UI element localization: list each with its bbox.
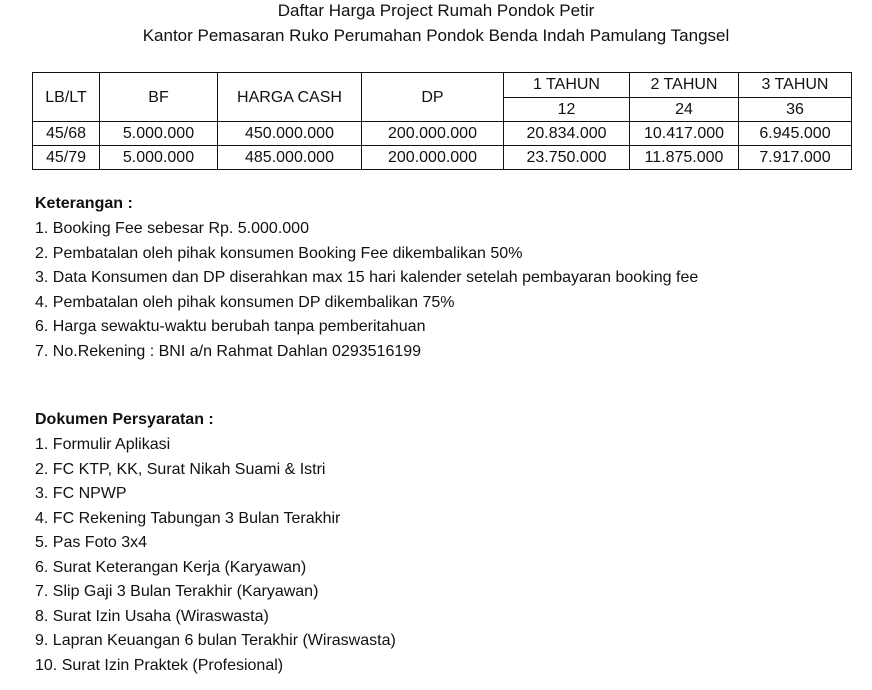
header-3-tahun: 3 TAHUN: [739, 73, 852, 98]
list-item: 9. Lapran Keuangan 6 bulan Terakhir (Wiraswasta): [35, 632, 396, 649]
list-item: 1. Booking Fee sebesar Rp. 5.000.000: [35, 220, 309, 237]
list-item: 6. Surat Keterangan Kerja (Karyawan): [35, 558, 307, 576]
list-item: 7. Slip Gaji 3 Bulan Terakhir (Karyawan): [35, 583, 319, 600]
list-item: 8. Surat Izin Usaha (Wiraswasta): [35, 607, 269, 625]
cell-harga-cash: 450.000.000: [218, 122, 362, 146]
cell-bf: 5.000.000: [100, 146, 218, 170]
list-item: 5. Pas Foto 3x4: [35, 534, 148, 551]
document-title: Daftar Harga Project Rumah Pondok Petir: [277, 1, 595, 20]
list-item: 10. Surat Izin Praktek (Profesional): [35, 656, 284, 674]
cell-3-tahun: 7.917.000: [739, 146, 852, 170]
list-item: 2. FC KTP, KK, Surat Nikah Suami & Istri: [35, 460, 326, 478]
requirements-list: [35, 434, 396, 679]
document-subtitle: Kantor Pemasaran Ruko Perumahan Pondok Benda Indah Pamulang Tangsel: [142, 26, 730, 45]
price-table: [32, 72, 852, 170]
notes-heading: Keterangan :: [35, 195, 133, 212]
cell-dp: 200.000.000: [362, 122, 504, 146]
header-36-bulan: 36: [739, 97, 852, 122]
cell-dp: 200.000.000: [362, 146, 504, 170]
header-24-bulan: 24: [630, 97, 739, 122]
header-1-tahun: 1 TAHUN: [504, 73, 630, 98]
cell-harga-cash: 485.000.000: [218, 146, 362, 170]
header-harga-cash: HARGA CASH: [218, 73, 362, 122]
cell-2-tahun: 11.875.000: [630, 146, 739, 170]
notes-list: [35, 218, 698, 365]
table-row: [33, 146, 852, 170]
requirements-heading: Dokumen Persyaratan :: [35, 411, 214, 428]
table-header-row: [33, 73, 852, 98]
notes-section: [35, 193, 698, 365]
header-bf: BF: [100, 73, 218, 122]
list-item: 2. Pembatalan oleh pihak konsumen Booking Fee dikembalikan 50%: [35, 244, 523, 262]
cell-1-tahun: 20.834.000: [504, 122, 630, 146]
cell-3-tahun: 6.945.000: [739, 122, 852, 146]
table-row: [33, 122, 852, 146]
requirements-section: [35, 409, 396, 679]
header-dp: DP: [362, 73, 504, 122]
header-12-bulan: 12: [504, 97, 630, 122]
list-item: 1. Formulir Aplikasi: [35, 436, 171, 453]
list-item: 3. Data Konsumen dan DP diserahkan max 15 hari kalender setelah pembayaran booking fee: [35, 269, 699, 286]
header-2-tahun: 2 TAHUN: [630, 73, 739, 98]
cell-bf: 5.000.000: [100, 122, 218, 146]
list-item: 4. FC Rekening Tabungan 3 Bulan Terakhir: [35, 509, 341, 527]
cell-lblt: 45/68: [33, 122, 100, 146]
list-item: 7. No.Rekening : BNI a/n Rahmat Dahlan 0293516199: [35, 342, 422, 360]
list-item: 3. FC NPWP: [35, 485, 127, 502]
cell-1-tahun: 23.750.000: [504, 146, 630, 170]
cell-2-tahun: 10.417.000: [630, 122, 739, 146]
header-lblt: LB/LT: [33, 73, 100, 122]
cell-lblt: 45/79: [33, 146, 100, 170]
list-item: 4. Pembatalan oleh pihak konsumen DP dikembalikan 75%: [35, 293, 455, 311]
list-item: 6. Harga sewaktu-waktu berubah tanpa pemberitahuan: [35, 318, 426, 335]
